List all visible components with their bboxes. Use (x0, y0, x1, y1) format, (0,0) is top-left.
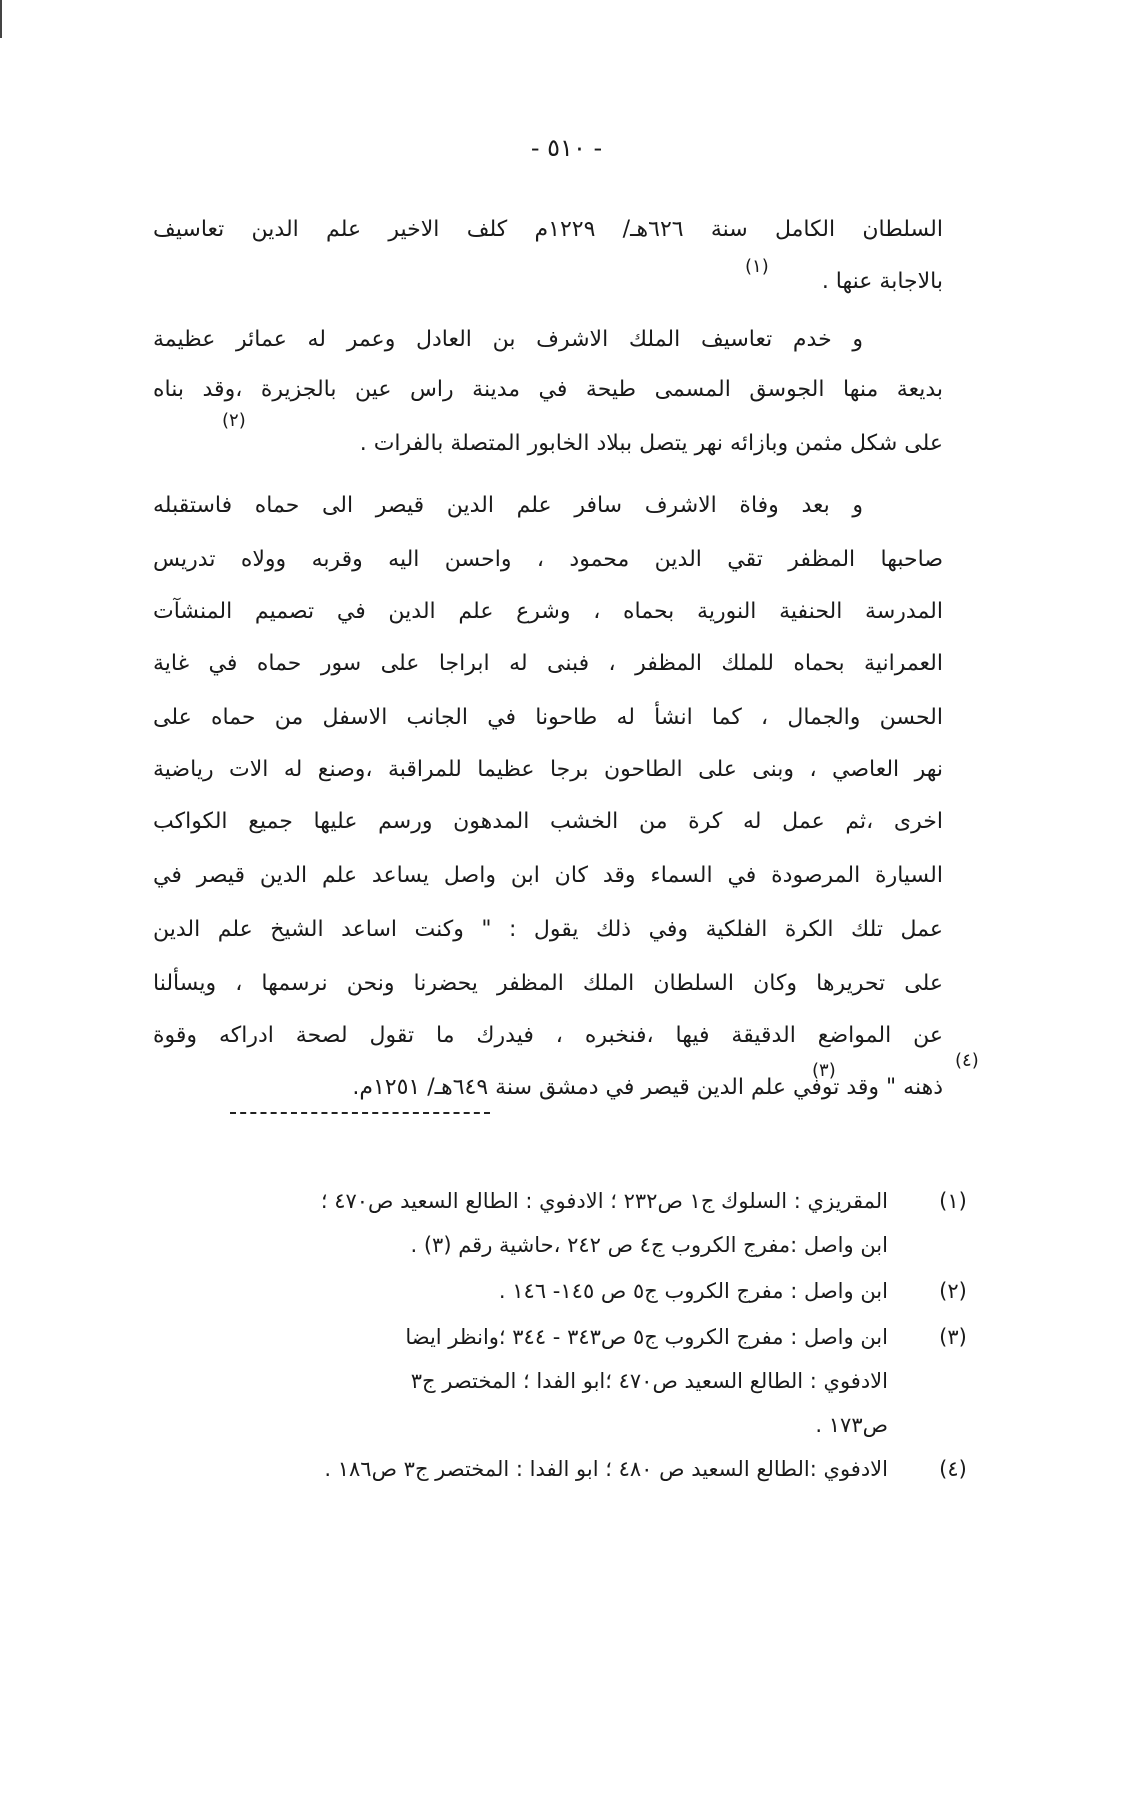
footnote-text: الادفوي :الطالع السعيد ص ٤٨٠ ؛ ابو الفدا : المختصر ج٣ ص١٨٦ . (324, 1457, 888, 1481)
body-line: عمل تلك الكرة الفلكية وفي ذلك يقول : " وكنت اساعد الشيخ علم الدين (153, 917, 943, 942)
footnote-continuation: الادفوي : الطالع السعيد ص٤٧٠ ؛ابو الفدا ؛ المختصر ج٣ (410, 1369, 888, 1393)
page-number: - ٥١٠ - (530, 134, 603, 162)
footnote-text: ابن واصل : مفرج الكروب ج٥ ص٣٤٣ - ٣٤٤ ؛وانظر ايضا (405, 1325, 888, 1349)
footnote-number: (٣) (939, 1325, 967, 1349)
footnote (143, 1182, 983, 1220)
footnote-continuation: ص١٧٣ . (815, 1413, 888, 1437)
body-line: الحسن والجمال ، كما انشأ له طاحونا في الجانب الاسفل من حماه على (153, 705, 943, 730)
body-line: صاحبها المظفر تقي الدين محمود ، واحسن اليه وقربه وولاه تدريس (153, 547, 943, 572)
footnote (143, 1272, 983, 1310)
body-line: بالاجابة عنها . (821, 269, 943, 294)
body-line: السيارة المرصودة في السماء وقد كان ابن واصل يساعد علم الدين قيصر في (153, 863, 943, 888)
body-line: ذهنه " وقد توفي علم الدين قيصر في دمشق سنة ٦٤٩هـ/ ١٢٥١م. (352, 1075, 943, 1100)
note-marker: (٤) (955, 1050, 979, 1071)
footnote-number: (٢) (939, 1279, 967, 1303)
body-line: العمرانية بحماه للملك المظفر ، فبنى له ابراجا على سور حماه في غاية (153, 651, 943, 676)
footnote-continuation: ابن واصل :مفرج الكروب ج٤ ص ٢٤٢ ،حاشية رقم (٣) . (410, 1233, 888, 1257)
footnote (143, 1450, 983, 1488)
body-line: المدرسة الحنفية النورية بحماه ، وشرع علم الدين في تصميم المنشآت (153, 599, 943, 624)
body-line: و بعد وفاة الاشرف سافر علم الدين قيصر الى حماه فاستقبله (153, 493, 863, 518)
note-marker: (١) (745, 256, 769, 277)
footnote (143, 1318, 983, 1356)
body-line: السلطان الكامل سنة ٦٢٦هـ/ ١٢٢٩م كلف الاخير علم الدين تعاسيف (153, 217, 943, 242)
body-line: نهر العاصي ، وبنى على الطاحون برجا عظيما للمراقبة ،وصنع له الات رياضية (153, 757, 943, 782)
body-line: عن المواضع الدقيقة فيها ،فنخبره ، فيدرك ما تقول لصحة ادراكه وقوة (153, 1023, 943, 1048)
footnote-divider (230, 1112, 490, 1114)
body-line: على شكل مثمن وبازائه نهر يتصل ببلاد الخابور المتصلة بالفرات . (359, 431, 943, 456)
body-line: على تحريرها وكان السلطان الملك المظفر يحضرنا ونحن نرسمها ، ويسألنا (153, 971, 943, 996)
footnote-number: (٤) (939, 1457, 967, 1481)
body-line: بديعة منها الجوسق المسمى طيحة في مدينة راس عين بالجزيرة ،وقد بناه (153, 377, 943, 402)
footnote-number: (١) (939, 1189, 967, 1213)
body-line: و خدم تعاسيف الملك الاشرف بن العادل وعمر له عمائر عظيمة (153, 327, 863, 352)
scan-edge-mark (0, 0, 2, 38)
body-line: اخرى ،ثم عمل له كرة من الخشب المدهون ورسم عليها جميع الكواكب (153, 809, 943, 834)
footnote-text: ابن واصل : مفرج الكروب ج٥ ص ١٤٥- ١٤٦ . (498, 1279, 888, 1303)
footnote-text: المقريزي : السلوك ج١ ص٢٣٢ ؛ الادفوي : الطالع السعيد ص٤٧٠ ؛ (320, 1189, 888, 1213)
note-marker: (٣) (812, 1060, 836, 1081)
note-marker: (٢) (222, 410, 246, 431)
